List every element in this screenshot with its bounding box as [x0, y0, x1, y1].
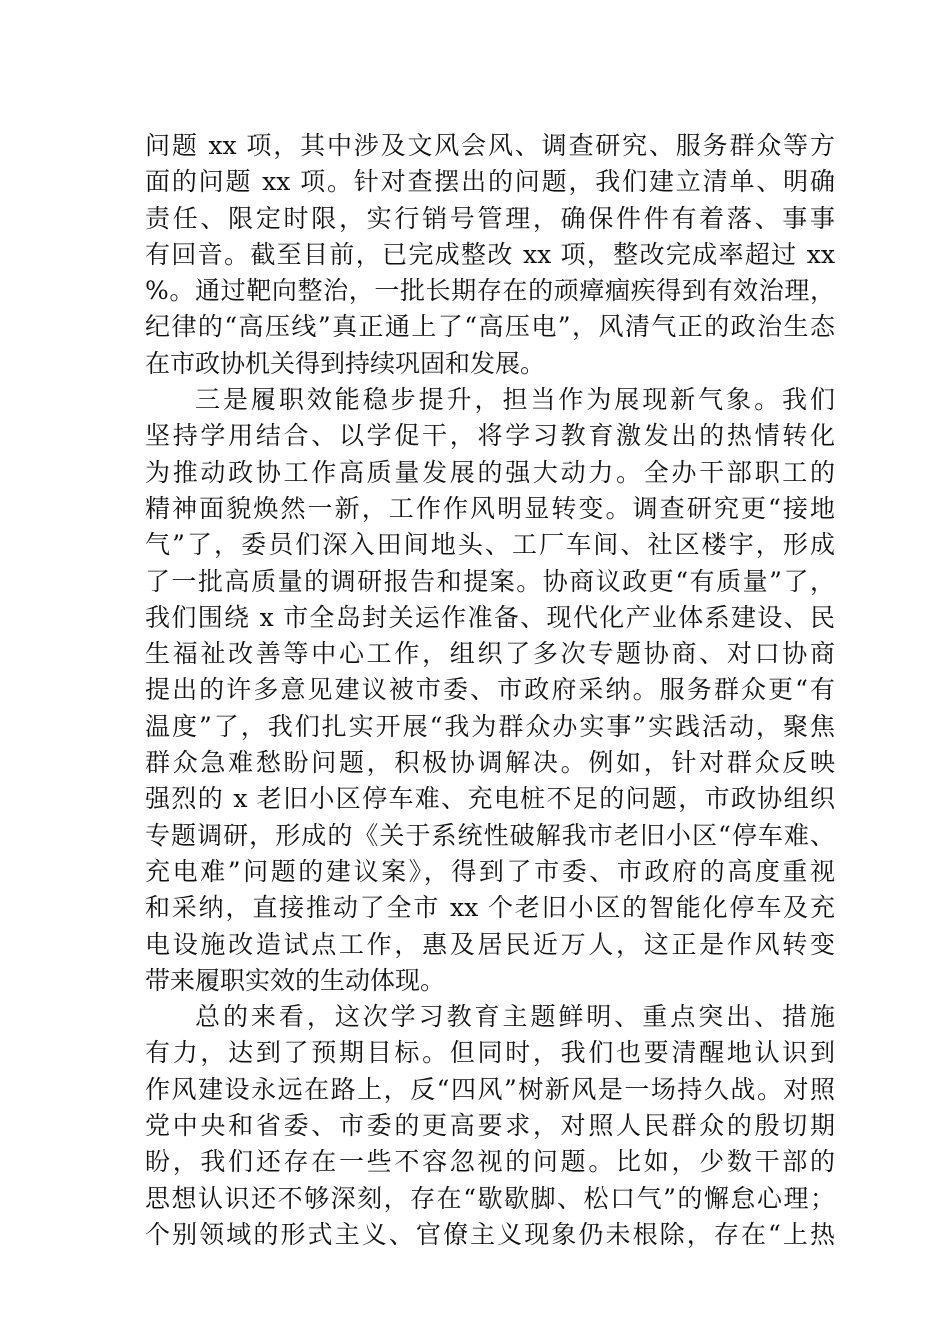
text-line: 思想认识还不够深刻，存在“歇歇脚、松口气”的懈怠心理；	[145, 1183, 835, 1213]
text-line: 纪律的“高压线”真正通上了“高压电”，风清气正的政治生态	[145, 312, 835, 342]
text-line: 充电难”问题的建议案》，得到了市委、市政府的高度重视	[145, 856, 835, 886]
text-line: 面的问题 xx 项。针对查摆出的问题，我们建立清单、明确	[145, 167, 835, 197]
text-line: 责任、限定时限，实行销号管理，确保件件有着落、事事	[145, 203, 835, 233]
text-line: 电设施改造试点工作，惠及居民近万人，这正是作风转变	[145, 929, 835, 959]
text-line: 作风建设永远在路上，反“四风”树新风是一场持久战。对照	[145, 1074, 835, 1104]
text-line: 个别领域的形式主义、官僚主义现象仍未根除，存在“上热	[145, 1219, 835, 1249]
text-line: 有力，达到了预期目标。但同时，我们也要清醒地认识到	[145, 1038, 835, 1068]
text-line: 我们围绕 x 市全岛封关运作准备、现代化产业体系建设、民	[145, 602, 835, 632]
paragraph-3	[145, 999, 835, 1253]
text-line: 了一批高质量的调研报告和提案。协商议政更“有质量”了，	[145, 566, 835, 596]
text-line: 专题调研，形成的《关于系统性破解我市老旧小区“停车难、	[145, 820, 835, 850]
text-line: 强烈的 x 老旧小区停车难、充电桩不足的问题，市政协组织	[145, 784, 835, 814]
paragraph-1	[145, 128, 835, 382]
text-line: 坚持学用结合、以学促干，将学习教育激发出的热情转化	[145, 421, 835, 451]
text-line: 气”了，委员们深入田间地头、工厂车间、社区楼宇，形成	[145, 530, 835, 560]
text-line: 和采纳，直接推动了全市 xx 个老旧小区的智能化停车及充	[145, 893, 835, 923]
paragraph-2	[145, 382, 835, 999]
text-line: 温度”了，我们扎实开展“我为群众办实事”实践活动，聚焦	[145, 711, 835, 741]
text-line: 盼，我们还存在一些不容忽视的问题。比如，少数干部的	[145, 1147, 835, 1177]
text-line: 党中央和省委、市委的更高要求，对照人民群众的殷切期	[145, 1111, 835, 1141]
text-line: 提出的许多意见建议被市委、市政府采纳。服务群众更“有	[145, 675, 835, 705]
text-line: 精神面貌焕然一新，工作作风明显转变。调查研究更“接地	[145, 493, 835, 523]
text-line: 带来履职实效的生动体现。	[145, 965, 446, 995]
text-line: 生福祉改善等中心工作，组织了多次专题协商、对口协商	[145, 639, 835, 669]
text-line: 在市政协机关得到持续巩固和发展。	[145, 348, 546, 378]
text-line: 问题 xx 项，其中涉及文风会风、调查研究、服务群众等方	[145, 131, 835, 160]
text-line: %。通过靶向整治，一批长期存在的顽瘴痼疾得到有效治理，	[145, 276, 835, 306]
text-line: 群众急难愁盼问题，积极协调解决。例如，针对群众反映	[145, 748, 835, 778]
document-body	[145, 128, 835, 1253]
text-line: 三是履职效能稳步提升，担当作为展现新气象。我们	[195, 385, 835, 415]
text-line: 为推动政协工作高质量发展的强大动力。全办干部职工的	[145, 457, 835, 487]
text-line: 总的来看，这次学习教育主题鲜明、重点突出、措施	[195, 1002, 835, 1032]
text-line: 有回音。截至目前，已完成整改 xx 项，整改完成率超过 xx	[145, 239, 835, 269]
